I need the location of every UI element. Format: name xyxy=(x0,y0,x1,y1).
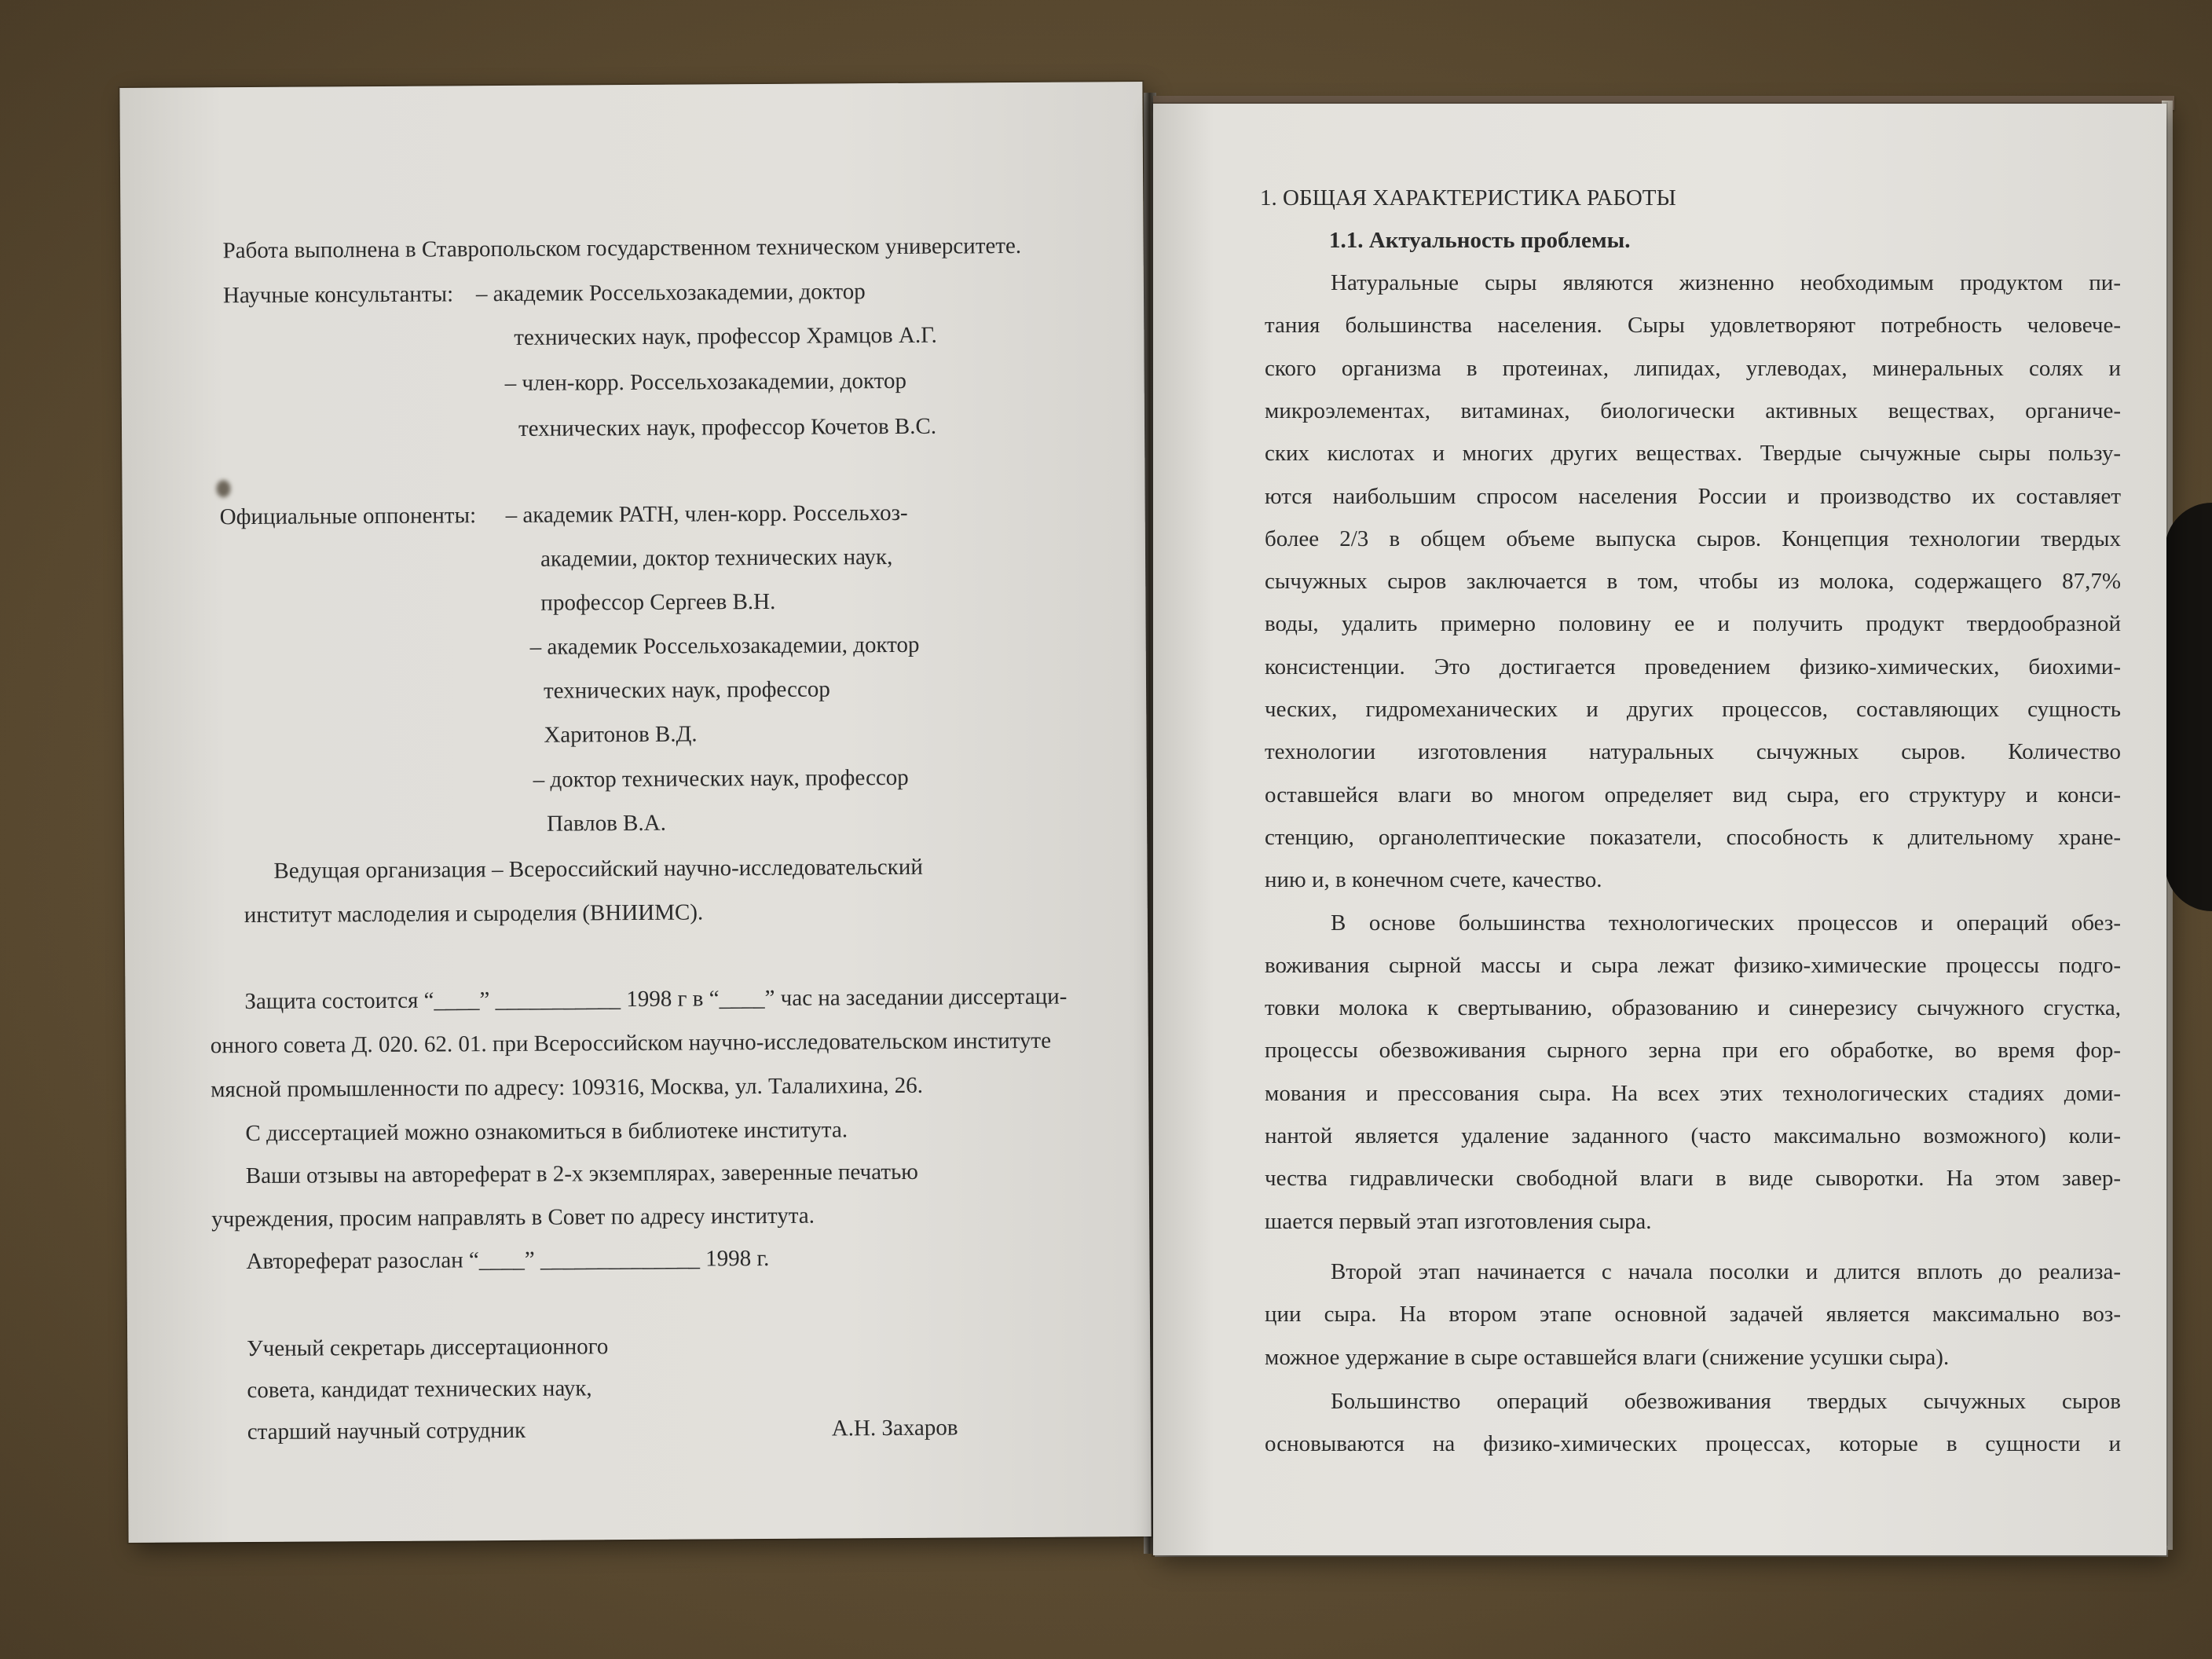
body-line: мования и прессования сыра. На всех этих технологических стадиях доми- xyxy=(1265,1080,2121,1106)
secretary-line: Ученый секретарь диссертационного xyxy=(247,1334,609,1362)
body-line: ских кислотах и многих других веществах. Твердые сычужные сыры пользу- xyxy=(1265,441,2121,467)
defense-line: учреждения, просим направлять в Совет по адресу института. xyxy=(211,1203,815,1232)
body-line: товки молока к свертыванию, образованию и синерезису сычужного сгустка, xyxy=(1265,995,2121,1021)
consultant-line: – академик Россельхозакадемии, доктор xyxy=(475,279,866,307)
opponent-line: – академик РАТН, член-корр. Россельхоз- xyxy=(505,500,908,529)
opponents-label: Официальные оппоненты: xyxy=(219,503,477,530)
body-line: сычужных сыров заключается в том, чтобы из молока, содержащего 87,7% xyxy=(1265,569,2121,595)
institution-line: Работа выполнена в Ставропольском государственном техническом университете. xyxy=(222,233,1022,264)
body-line: ются наибольшим спросом населения России и производство их составляет xyxy=(1265,483,2121,509)
defense-line: С диссертацией можно ознакомиться в библиотеке института. xyxy=(245,1117,848,1147)
defense-line: Ваши отзывы на автореферат в 2-х экземплярах, заверенные печатью xyxy=(245,1159,919,1189)
defense-line: мясной промышленности по адресу: 109316, Москва, ул. Талалихина, 26. xyxy=(211,1072,924,1103)
right-page xyxy=(1153,104,2166,1555)
opponent-line: академии, доктор технических наук, xyxy=(540,544,893,572)
body-line: Натуральные сыры являются жизненно необходимым продуктом пи- xyxy=(1331,270,2121,295)
subsection-title: 1.1. Актуальность проблемы. xyxy=(1329,228,1631,253)
body-line: воживания сырной массы и сыра лежат физико-химические процессы подго- xyxy=(1265,952,2121,978)
body-line: ского организма в протеинах, липидах, углеводах, минеральных солях и xyxy=(1265,355,2121,381)
section-title: 1. ОБЩАЯ ХАРАКТЕРИСТИКА РАБОТЫ xyxy=(1260,185,1676,211)
body-line: воды, удалить примерно половину ее и получить продукт твердообразной xyxy=(1265,611,2121,637)
opponent-line: – академик Россельхозакадемии, доктор xyxy=(529,632,920,660)
opponent-line: Харитонов В.Д. xyxy=(544,721,698,748)
body-line: более 2/3 в общем объеме выпуска сыров. Концепция технологии твердых xyxy=(1265,526,2121,551)
body-line: стенцию, органолептические показатели, способность к длительному хране- xyxy=(1265,824,2121,850)
body-line: нантой является удаление заданного (часто максимально возможного) коли- xyxy=(1265,1123,2121,1148)
body-line: тания большинства населения. Сыры удовлетворяют потребность человече- xyxy=(1265,313,2121,339)
secretary-line: старший научный сотрудник xyxy=(247,1417,526,1445)
body-line: оставшейся влаги во многом определяет вид сыра, его структуру и конси- xyxy=(1265,782,2121,808)
body-line: можное удержание в сыре оставшейся влаги (снижение усушки сыра). xyxy=(1265,1344,1950,1370)
defense-line: Автореферат разослан “____” ______________ 1998 г. xyxy=(246,1245,770,1275)
body-line: ческих, гидромеханических и других процессов, составляющих сущность xyxy=(1265,697,2121,722)
opponent-line: Павлов В.А. xyxy=(546,810,667,837)
secretary-name: А.Н. Захаров xyxy=(831,1415,958,1441)
body-line: нию и, в конечном счете, качество. xyxy=(1265,867,1602,893)
body-line: ции сыра. На втором этапе основной задачей является максимально воз- xyxy=(1265,1302,2121,1328)
opponent-line: профессор Сергеев В.Н. xyxy=(540,588,776,616)
body-line: процессы обезвоживания сырного зерна при его обработке, во время фор- xyxy=(1265,1038,2121,1064)
consultants-label: Научные консультанты: xyxy=(222,281,454,309)
leading-org-line: Ведущая организация – Всероссийский научно-исследовательский xyxy=(273,854,923,884)
body-line: консистенции. Это достигается проведением физико-химических, биохими- xyxy=(1265,654,2121,679)
body-line: шается первый этап изготовления сыра. xyxy=(1265,1208,1652,1234)
body-line: чества гидравлически свободной влаги в виде сыворотки. На этом завер- xyxy=(1265,1166,2121,1192)
opponent-line: – доктор технических наук, профессор xyxy=(533,764,909,793)
page-stain xyxy=(216,480,230,497)
body-line: В основе большинства технологических процессов и операций обез- xyxy=(1331,910,2121,936)
consultant-line: технических наук, профессор Кочетов В.С. xyxy=(518,413,937,441)
left-page xyxy=(119,82,1151,1543)
leading-org-line: институт маслоделия и сыроделия (ВНИИМС). xyxy=(244,899,704,928)
body-line: микроэлементах, витаминах, биологически активных веществах, органиче- xyxy=(1265,397,2121,423)
consultant-line: – член-корр. Россельхозакадемии, доктор xyxy=(504,368,907,397)
body-line: Большинство операций обезвоживания твердых сычужных сыров xyxy=(1331,1388,2121,1414)
defense-line: онного совета Д. 020. 62. 01. при Всероссийском научно-исследовательском институте xyxy=(210,1027,1052,1059)
consultant-line: технических наук, профессор Храмцов А.Г. xyxy=(514,322,937,350)
body-line: технологии изготовления натуральных сычужных сыров. Количество xyxy=(1265,739,2121,765)
body-line: основываются на физико-химических процессах, которые в сущности и xyxy=(1265,1431,2121,1457)
opponent-line: технических наук, профессор xyxy=(543,676,830,704)
body-line: Второй этап начинается с начала посолки и длится вплоть до реализа- xyxy=(1331,1258,2121,1284)
defense-line: Защита состоится “____” ___________ 1998 г в “____” час на заседании диссертаци- xyxy=(244,983,1068,1015)
background-object xyxy=(2165,503,2212,911)
secretary-line: совета, кандидат технических наук, xyxy=(247,1375,592,1404)
